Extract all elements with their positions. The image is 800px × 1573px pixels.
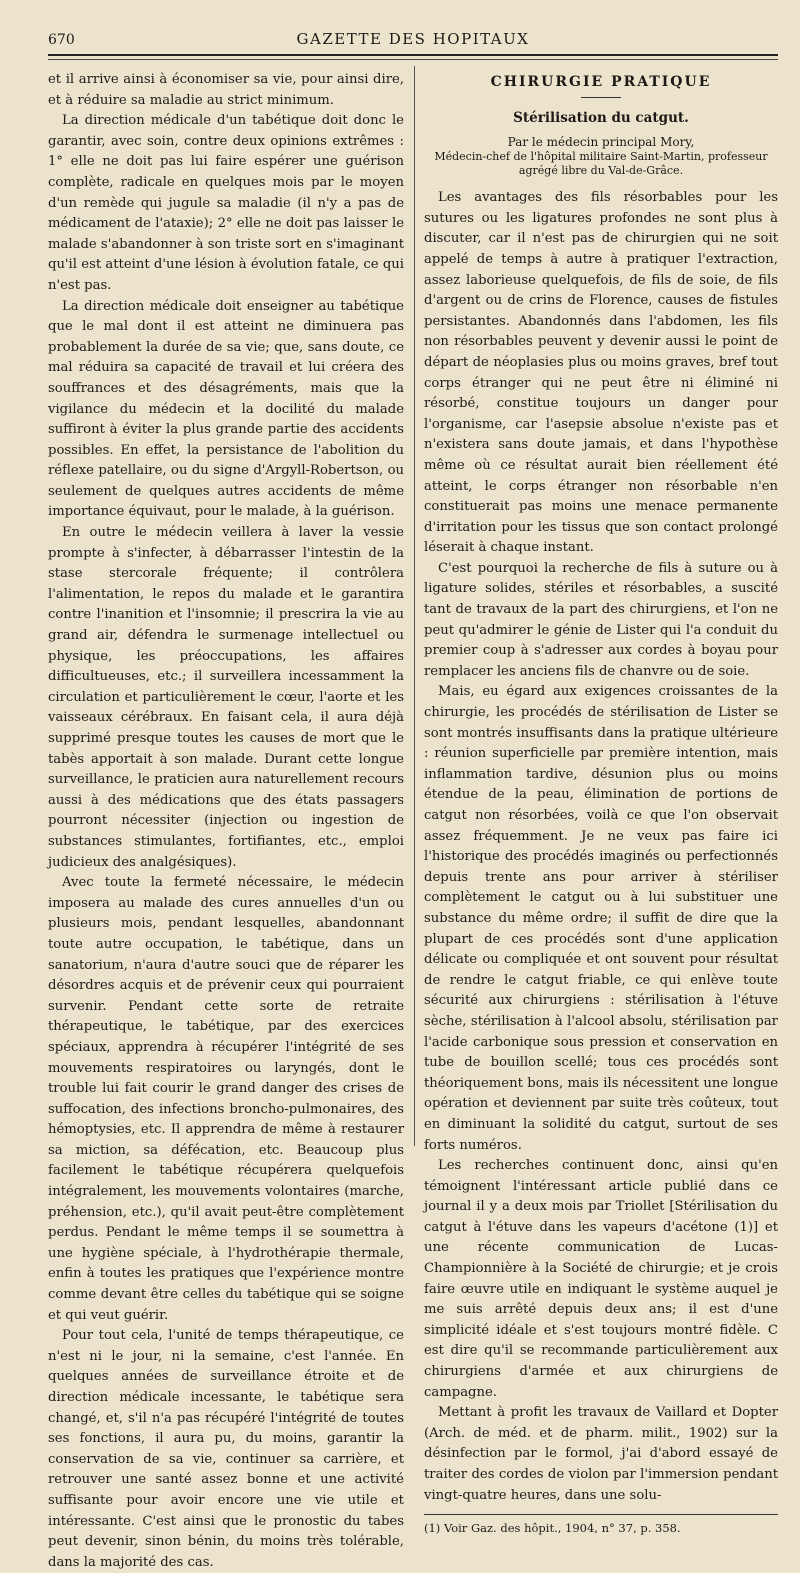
left-column — [48, 70, 404, 1573]
paragraph: Mais, eu égard aux exigences croissantes de la chirurgie, les procédés de stérilisation de Lister se sont montrés insuffisants dans la pratique ultérieure : réunion superficielle par première intention, mais inflammation tardive, désunion plus ou moins étendue de la peau, élimination de portions de catgut non résorbées, voilà ce que l'on observait assez fréquemment. Je ne veux pas faire ici l'historique des procédés imaginés ou perfectionnés depuis trente ans pour arriver à stériliser complètement le catgut ou à lui substituer une substance du même ordre; il suffit de dire que la plupart de ces procédés sont d'une application délicate ou compliquée et ont souvent pour résultat de rendre le catgut friable, ce qui enlève toute sécurité aux chirurgiens : stérilisation à l'étuve sèche, stérilisation à l'alcool absolu, stérilisation par l'acide carbonique sous pression et conservation en tube de bouillon scellé; tous ces procédés sont théoriquement bons, mais ils nécessitent une longue opération et deviennent par suite très coûteux, tout en diminuant la solidité du catgut, surtout de ses forts numéros. — [424, 684, 778, 1153]
paragraph: Avec toute la fermeté nécessaire, le médecin imposera au malade des cures annuelles d'un ou plusieurs mois, pendant lesquelles, abandonnant toute autre occupation, le tabétique, dans un sanatorium, n'aura d'autre souci que de réparer les désordres acquis et de prévenir ceux qui pourraient survenir. Pendant cette sorte de retraite thérapeutique, le tabétique, par des exercices spéciaux, apprendra à récupérer l'intégrité de ses mouvements respiratoires ou laryngés, dont le trouble lui fait courir le grand danger des crises de suffocation, des infections broncho-pulmonaires, des hémoptysies, etc. Il apprendra de même à restaurer sa miction, sa défécation, etc. Beaucoup plus facilement le tabétique récupérera quelquefois intégralement, les mouvements volontaires (marche, préhension, etc.), qu'il avait peut-être complètement perdus. Pendant le même temps il se soumettra à une hygiène spéciale, à l'hydrothérapie thermale, enfin à toutes les pratiques que l'expérience montre comme devant être celles du tabétique qui se soigne et qui veut guérir. — [48, 875, 404, 1323]
section-rule — [581, 97, 621, 98]
page-number: 670 — [48, 32, 75, 48]
paragraph: Pour tout cela, l'unité de temps thérapeutique, ce n'est ni le jour, ni la semaine, c'est l'année. En quelques années de surveillance étroite et de direction médicale incessante, le tabétique sera changé, et, s'il n'a pas récupéré l'intégrité de toutes ses fonctions, il aura pu, du moins, garantir la conservation de sa vie, continuer sa carrière, et retrouver une santé assez bonne et une activité suffisante pour avoir encore une vie utile et intéressante. C'est ainsi que le pronostic du tabes peut devenir, sinon bénin, du moins très tolérable, dans la majorité des cas. — [48, 1328, 404, 1570]
journal-title: GAZETTE DES HOPITAUX — [296, 30, 530, 48]
paragraph: Les avantages des fils résorbables pour les sutures ou les ligatures profondes ne sont plus à discuter, car il n'est pas de chirurgien qui ne soit appelé de temps à autre à pratiquer l'extraction, assez laborieuse quelquefois, de fils de soie, de fils d'argent ou de crins de Florence, causes de fistules persistantes. Abandonnés dans l'abdomen, les fils non résorbables peuvent y devenir aussi le point de départ de néoplasies plus ou moins graves, bref tout corps étranger qui ne peut être ni éliminé ni résorbé, constitue toujours un danger pour l'organisme, car l'asepsie absolue n'existe pas et n'existera sans doute jamais, et dans l'hypothèse même où ce résultat aurait bien réellement été atteint, le corps étranger non résorbable n'en constituerait pas moins une menace permanente d'irritation pour les tissus que son contact prolongé léserait à chaque instant. — [424, 190, 778, 556]
page-header — [48, 28, 778, 52]
paragraph: La direction médicale doit enseigner au tabétique que le mal dont il est atteint ne diminuera pas probablement la durée de sa vie; que, sans doute, ce mal réduira sa capacité de travail et lui créera des souffrances et des désagréments, mais que la vigilance du médecin et la docilité du malade suffiront à éviter la plus grande partie des accidents possibles. En effet, la persistance de l'abolition du réflexe patellaire, ou du signe d'Argyll-Robertson, ou seulement de quelques autres accidents de même importance équivaut, pour le malade, à la guérison. — [48, 298, 404, 520]
author-affiliation: Médecin-chef de l'hôpital militaire Saint-Martin, professeur agrégé libre du Val-de-Grâce. — [434, 150, 768, 178]
article-byline: Par le médecin principal Mory, — [507, 135, 695, 150]
paragraph: Les recherches continuent donc, ainsi qu'en témoignent l'intéressant article publié dans ce journal il y a deux mois par Triollet [Stérilisation du catgut à l'étuve dans les vapeurs d'acétone (1)] et une récente communication de Lucas-Championnière à la Société de chirurgie; et je crois faire œuvre utile en indiquant le système auquel je me suis arrêté depuis deux ans; il est d'une simplicité idéale et s'est toujours montré fidèle. C est dire qu'il se recommande particulièrement aux chirurgiens d'armée et aux chirurgiens de campagne. — [424, 1158, 778, 1400]
header-rule-thin — [48, 59, 778, 60]
right-column — [424, 70, 778, 1536]
column-divider — [414, 66, 415, 1146]
footnote: (1) Voir Gaz. des hôpit., 1904, n° 37, p. 358. — [424, 1521, 681, 1536]
header-rule — [48, 54, 778, 56]
paragraph: et il arrive ainsi à économiser sa vie, pour ainsi dire, et à réduire sa maladie au strict minimum. — [48, 72, 404, 108]
paragraph: En outre le médecin veillera à laver la vessie prompte à s'infecter, à débarrasser l'intestin de la stase stercorale fréquente; il contrôlera l'alimentation, le repos du malade et le garantira contre l'inanition et l'insomnie; il prescrira la vie au grand air, défendra le surmenage intellectuel ou physique, les préoccupations, les affaires difficultueuses, etc.; il surveillera incessamment la circulation et particulièrement le cœur, l'aorte et les vaisseaux cérébraux. En faisant cela, il aura déjà supprimé presque toutes les causes de mort que le tabès apportait à son malade. Durant cette longue surveillance, le praticien aura naturellement recours aussi à des médications que des états passagers pourront nécessiter (injection ou ingestion de substances stimulantes, fortifiantes, etc., emploi judicieux des analgésiques). — [48, 525, 404, 870]
paragraph: La direction médicale d'un tabétique doit donc le garantir, avec soin, contre deux opinions extrêmes : 1° elle ne doit pas lui faire espérer une guérison complète, radicale en quelques mois par le moyen d'un remède qui jugule sa maladie (il n'y a pas de médicament de l'ataxie); 2° elle ne doit pas laisser le malade s'abandonner à son triste sort en s'imaginant qu'il est atteint d'une lésion à évolution fatale, ce qui n'est pas. — [48, 113, 404, 293]
footnote-rule — [424, 1514, 778, 1515]
article-title: Stérilisation du catgut. — [513, 109, 689, 126]
section-title: CHIRURGIE PRATIQUE — [490, 74, 712, 90]
paragraph: C'est pourquoi la recherche de fils à suture ou à ligature solides, stériles et résorbables, a suscité tant de travaux de la part des chirurgiens, et l'on ne peut qu'admirer le génie de Lister qui l'a conduit du premier coup à s'adresser aux cordes à boyau pour remplacer les anciens fils de chanvre ou de soie. — [424, 560, 778, 679]
paragraph: Mettant à profit les travaux de Vaillard et Dopter (Arch. de méd. et de pharm. milit., 1902) sur la désinfection par le formol, j'ai d'abord essayé de traiter des cordes de violon par l'immersion pendant vingt-quatre heures, dans une solu- — [424, 1405, 778, 1503]
